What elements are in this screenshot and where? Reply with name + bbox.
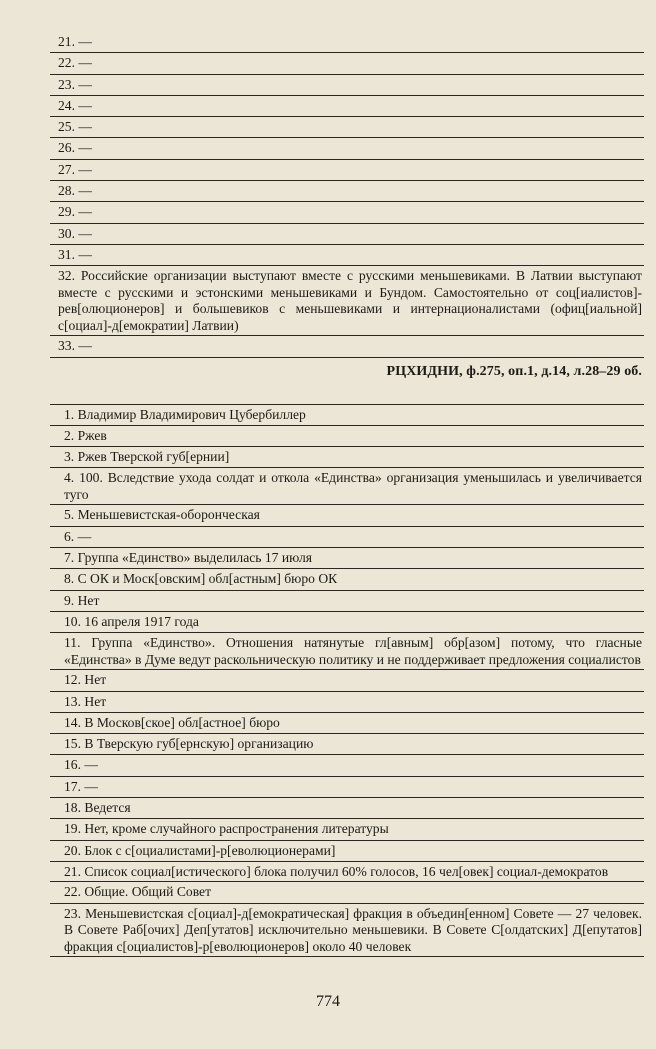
answer-line: 4. 100. Вследствие ухода солдат и откола «Единства» организация уменьшилась и увеличивается туго xyxy=(50,468,644,505)
archive-source-reference: РЦХИДНИ, ф.275, оп.1, д.14, л.28–29 об. xyxy=(386,363,642,379)
answer-line: 3. Ржев Тверской губ[ернии] xyxy=(50,447,644,468)
spacer xyxy=(50,380,644,404)
answer-line: 13. Нет xyxy=(50,692,644,713)
survey-line: 27. — xyxy=(50,160,644,181)
answer-line: 17. — xyxy=(50,777,644,798)
survey-continuation-list xyxy=(50,32,644,358)
survey-line: 23. — xyxy=(50,75,644,96)
answer-line: 10. 16 апреля 1917 года xyxy=(50,612,644,633)
answer-line: 14. В Москов[ское] обл[астное] бюро xyxy=(50,713,644,734)
answer-line: 21. Список социал[истического] блока получил 60% голосов, 16 чел[овек] социал-демократов xyxy=(50,862,644,883)
answer-line: 12. Нет xyxy=(50,670,644,691)
answer-line: 7. Группа «Единство» выделилась 17 июля xyxy=(50,548,644,569)
survey-line: 25. — xyxy=(50,117,644,138)
survey-line: 32. Российские организации выступают вместе с русскими меньшевиками. В Латвии выступают вместе с русскими и эстонскими меньшевиками и Бундом. Самостоятельно от соц[иалистов]-рев[олюционеров] и большевиков с меньшевиками и интернационалистами (офиц[иальной] с[оциал]-д[емократии] Латвии) xyxy=(50,266,644,336)
answer-line: 15. В Тверскую губ[ернскую] организацию xyxy=(50,734,644,755)
answer-line: 8. С ОК и Моск[овским] обл[астным] бюро ОК xyxy=(50,569,644,590)
page-number: 774 xyxy=(316,993,340,1010)
answer-line: 18. Ведется xyxy=(50,798,644,819)
survey-line: 30. — xyxy=(50,224,644,245)
answer-line: 19. Нет, кроме случайного распространения литературы xyxy=(50,819,644,840)
survey-line: 31. — xyxy=(50,245,644,266)
survey-line: 26. — xyxy=(50,138,644,159)
answer-line: 23. Меньшевистская с[оциал]-д[емократическая] фракция в объедин[енном] Совете — 27 человек. В Совете Раб[очих] Деп[утатов] исключительно меньшевики. В Совете С[олдатских] Д[епутатов] фракция с[оциалистов]-р[еволюционеров] около 40 человек xyxy=(50,904,644,958)
document-page xyxy=(50,32,644,957)
answer-line: 2. Ржев xyxy=(50,426,644,447)
survey-line: 24. — xyxy=(50,96,644,117)
answer-line: 5. Меньшевистская-оборонческая xyxy=(50,505,644,526)
answer-line: 11. Группа «Единство». Отношения натянутые гл[авным] обр[азом] потому, что гласные «Единства» в Думе ведут раскольническую политику и не поддерживает предложения социалистов xyxy=(50,633,644,670)
answer-line: 22. Общие. Общий Совет xyxy=(50,882,644,903)
answer-line: 1. Владимир Владимирович Цубербиллер xyxy=(50,404,644,426)
survey-line: 21. — xyxy=(50,32,644,53)
answer-line: 9. Нет xyxy=(50,591,644,612)
answer-line: 20. Блок с с[оциалистами]-р[еволюционерами] xyxy=(50,841,644,862)
survey-line: 33. — xyxy=(50,336,644,357)
survey-line: 22. — xyxy=(50,53,644,74)
questionnaire-answers-list xyxy=(50,404,644,958)
answer-line: 16. — xyxy=(50,755,644,776)
answer-line: 6. — xyxy=(50,527,644,548)
survey-line: 28. — xyxy=(50,181,644,202)
survey-line: 29. — xyxy=(50,202,644,223)
